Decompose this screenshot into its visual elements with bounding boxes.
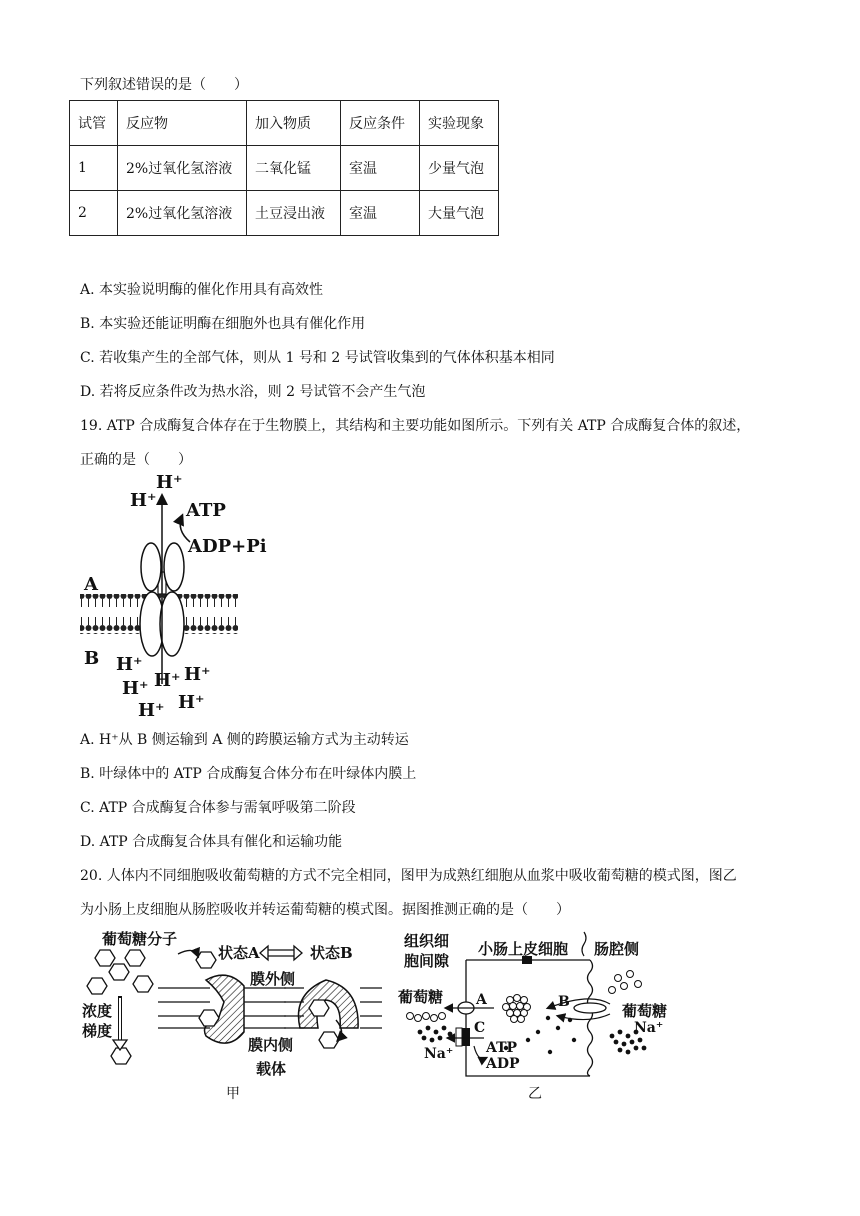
adp-pi-label: ADP+Pi — [188, 536, 267, 557]
pointer-arrow — [178, 950, 198, 956]
glucose-cluster — [503, 995, 531, 1023]
table-cell: 大量气泡 — [420, 191, 499, 236]
question-20-stem-cont: 为小肠上皮细胞从肠腔吸收并转运葡萄糖的模式图。据图推测正确的是（ ） — [80, 902, 570, 918]
glucose-label-left: 葡萄糖 — [398, 988, 444, 1006]
h-plus-label: H⁺ — [184, 664, 211, 685]
lumen-label: 肠腔侧 — [594, 940, 640, 958]
glucose-bound — [199, 1010, 219, 1026]
gradient-label: 浓度 — [82, 1002, 113, 1020]
table-cell: 1 — [70, 146, 118, 191]
table-row — [70, 146, 499, 191]
transport-arrow-b-na — [558, 1014, 610, 1020]
protein-head — [164, 543, 184, 591]
table-header-row — [70, 101, 499, 146]
figure-jia — [78, 928, 398, 1104]
glucose-molecule-label: 葡萄糖分子 — [102, 930, 178, 948]
q18-option-c: C. 若收集产生的全部气体，则从 1 号和 2 号试管收集到的气体体积基本相同 — [80, 350, 555, 366]
h-plus-label: H⁺ — [138, 700, 165, 720]
protein-head — [141, 543, 161, 591]
pump-c — [462, 1028, 470, 1046]
table-row — [70, 191, 499, 236]
table-cell: 室温 — [341, 146, 420, 191]
q18-option-d: D. 若将反应条件改为热水浴，则 2 号试管不会产生气泡 — [80, 384, 426, 400]
figure-yi — [398, 928, 688, 1104]
experiment-table — [69, 100, 499, 236]
q18-option-a: A. 本实验说明酶的催化作用具有高效性 — [80, 282, 324, 298]
inner-side-label: 膜内侧 — [248, 1036, 294, 1054]
q19-option-b: B. 叶绿体中的 ATP 合成酶复合体分布在叶绿体内膜上 — [80, 766, 417, 782]
q19-option-a: A. H⁺从 B 侧运输到 A 侧的跨膜运输方式为主动转运 — [80, 732, 409, 748]
h-plus-label: H⁺ — [122, 678, 149, 699]
question-18-intro: 下列叙述错误的是（ ） — [80, 77, 248, 93]
na-label-left: Na⁺ — [424, 1046, 454, 1062]
carrier-state-b — [298, 980, 358, 1028]
table-header-cell: 反应物 — [118, 101, 247, 146]
glucose-bound — [309, 1000, 329, 1016]
figure-yi-caption: 乙 — [528, 1086, 542, 1102]
label-a: A — [476, 992, 487, 1008]
table-cell: 2%过氧化氢溶液 — [118, 191, 247, 236]
table-header-cell: 反应条件 — [341, 101, 420, 146]
table-header-cell: 加入物质 — [247, 101, 341, 146]
adp-label: ADP — [486, 1056, 520, 1072]
state-a-label: 状态A — [218, 944, 260, 962]
boundary-squiggle — [582, 932, 586, 956]
question-19-stem-cont: 正确的是（ ） — [80, 452, 192, 468]
side-b-label: B — [84, 648, 100, 669]
table-cell: 二氧化锰 — [247, 146, 341, 191]
glucose-lumen — [609, 971, 642, 994]
protein-subunit — [160, 592, 184, 656]
carrier-state-a — [205, 975, 245, 1043]
pump-c-side — [456, 1028, 462, 1046]
glucose-label-right: 葡萄糖 — [622, 1002, 668, 1020]
carrier-label: 载体 — [256, 1060, 287, 1078]
state-transition-arrow — [260, 946, 302, 960]
figure-jia-caption: 甲 — [226, 1086, 240, 1102]
outer-side-label: 膜外侧 — [250, 970, 296, 988]
table-cell: 2%过氧化氢溶液 — [118, 146, 247, 191]
state-b-label: 状态B — [310, 944, 353, 962]
interstitial-label: 胞间隙 — [404, 952, 450, 970]
q19-option-d: D. ATP 合成酶复合体具有催化和运输功能 — [80, 834, 343, 850]
table-header-cell: 试管 — [70, 101, 118, 146]
microvilli-border — [588, 960, 593, 1076]
question-19-stem: 19. ATP 合成酶复合体存在于生物膜上，其结构和主要功能如图所示。下列有关 ATP 合成酶复合体的叙述， — [80, 418, 751, 434]
question-20-stem: 20. 人体内不同细胞吸收葡萄糖的方式不完全相同，图甲为成熟红细胞从血浆中吸收葡萄糖的模式图，图乙 — [80, 868, 737, 884]
atp-label: ATP — [486, 1040, 518, 1056]
cell-label: 小肠上皮细胞 — [478, 940, 569, 958]
label-b: B — [558, 994, 570, 1010]
atp-synthase-figure — [78, 472, 278, 720]
q18-option-b: B. 本实验还能证明酶在细胞外也具有催化作用 — [80, 316, 366, 332]
gradient-label: 梯度 — [82, 1022, 113, 1040]
h-plus-label: H⁺ — [154, 670, 181, 691]
atp-hydrolysis-arrow — [474, 1046, 486, 1059]
label-c: C — [474, 1020, 486, 1036]
glucose-interstitial — [407, 1013, 446, 1022]
h-plus-label: H⁺ — [116, 654, 143, 675]
h-plus-label: H⁺ — [130, 490, 157, 511]
atp-label: ATP — [186, 500, 226, 521]
table-cell: 室温 — [341, 191, 420, 236]
na-dots-interstitial — [418, 1026, 453, 1043]
interstitial-label: 组织细 — [404, 932, 450, 950]
table-cell: 2 — [70, 191, 118, 236]
h-plus-label: H⁺ — [156, 472, 183, 493]
transporter-b — [574, 1003, 606, 1013]
table-cell: 土豆浸出液 — [247, 191, 341, 236]
q19-option-c: C. ATP 合成酶复合体参与需氧呼吸第二阶段 — [80, 800, 356, 816]
table-cell: 少量气泡 — [420, 146, 499, 191]
na-label-right: Na⁺ — [634, 1020, 664, 1036]
h-plus-label: H⁺ — [178, 692, 205, 713]
table-header-cell: 实验现象 — [420, 101, 499, 146]
side-a-label: A — [84, 574, 98, 595]
